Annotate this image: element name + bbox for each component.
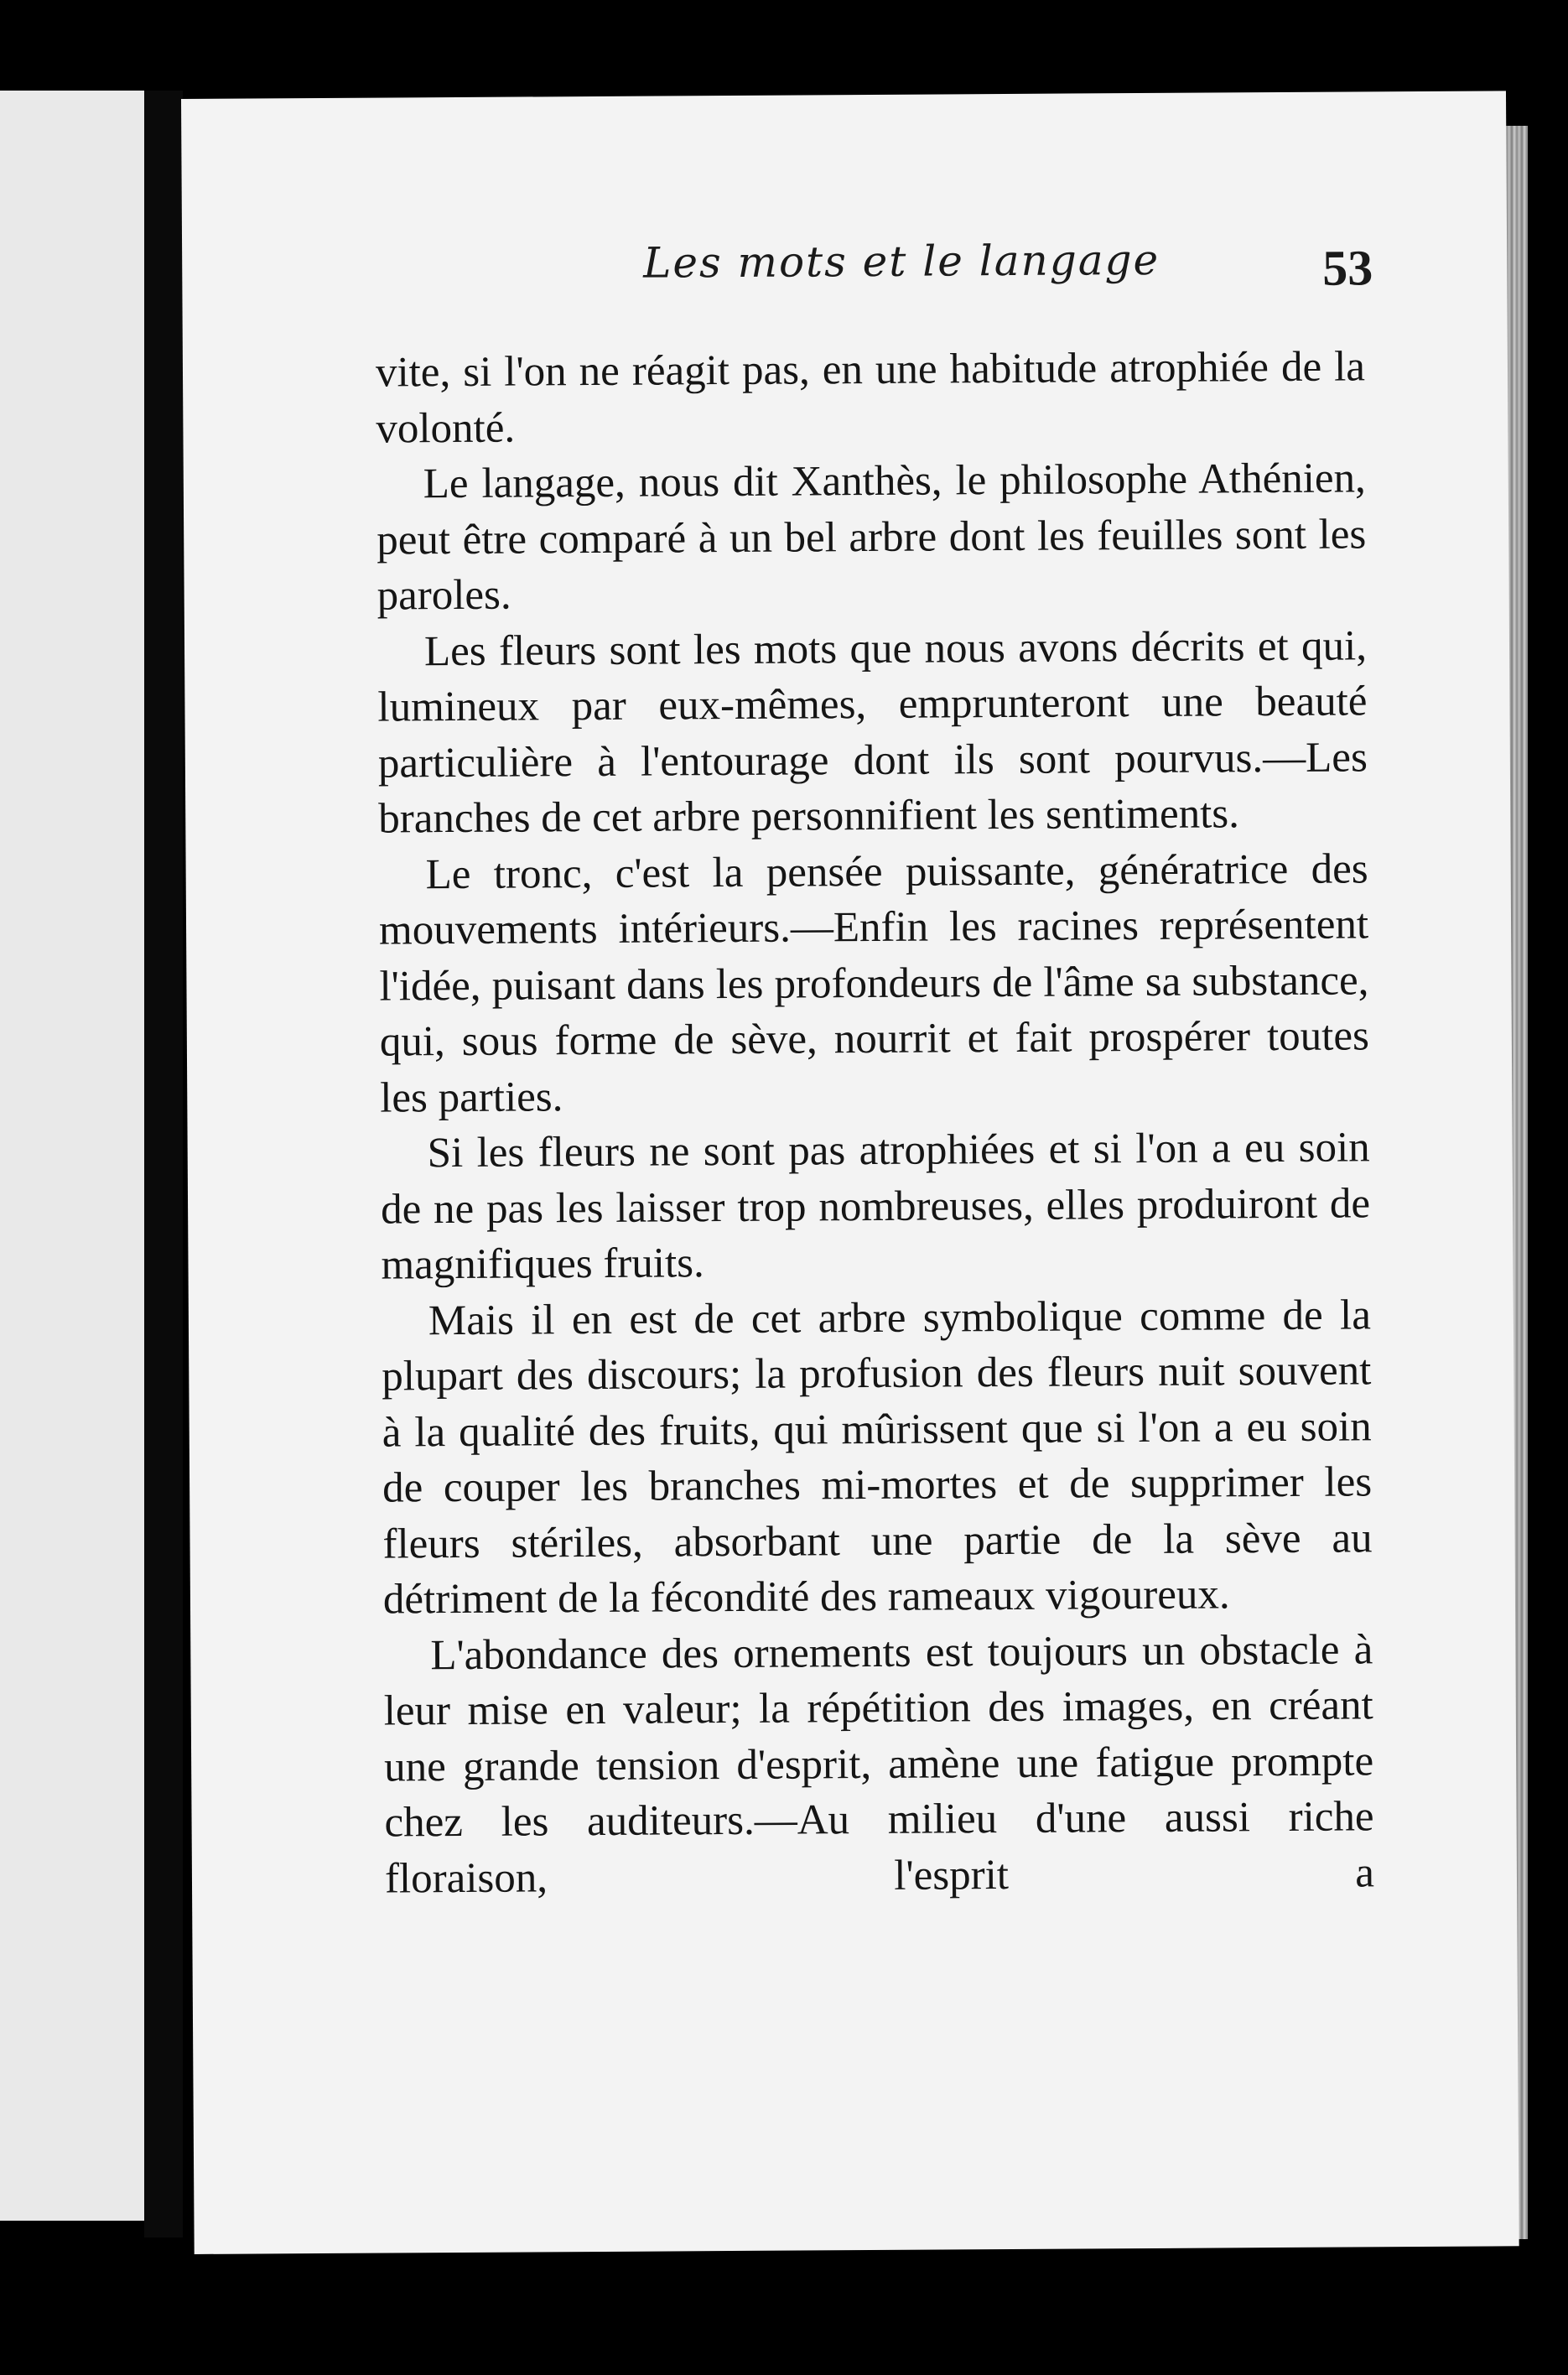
page-number: 53 (1322, 240, 1373, 296)
book-page (181, 91, 1519, 2254)
paragraph-6: Mais il en est de cet arbre symbolique comme de la plupart des discours; la profusion des fleurs nuit souvent à la qualité des fruits, qui mûrissent que si l'on a eu soin de couper les branches mi-mortes et de supprimer les fleurs stériles, absorbant une partie de la sève au détriment de la fécondité des rameaux vigoureux. (382, 1291, 1373, 1624)
paragraph-1: vite, si l'on ne réagit pas, en une habitude atrophiée de la volonté. (375, 343, 1366, 453)
paragraph-5: Si les fleurs ne sont pas atrophiées et si l'on a eu soin de ne pas les laisser trop nombreuses, elles produiront de magnifiques fruits. (380, 1124, 1371, 1289)
running-title: Les mots et le langage (643, 235, 1160, 288)
page-header (182, 233, 1508, 325)
paragraph-3: Les fleurs sont les mots que nous avons décrits et qui, lumineux par eux-mêmes, emprunteront une beauté particulière à l'entourage dont ils sont pourvus.—Les branches de cet arbre personnifient les sentiments. (377, 621, 1368, 843)
paragraph-7: L'abondance des ornements est toujours un obstacle à leur mise en valeur; la répétition des images, en créant une grande tension d'esprit, amène une fatigue prompte chez les auditeurs.—Au milieu d'une aussi riche floraison, l'esprit a (383, 1625, 1375, 1903)
paragraph-2: Le langage, nous dit Xanthès, le philosophe Athénien, peut être comparé à un bel arbre dont les feuilles sont les paroles. (376, 455, 1367, 620)
facing-page-edge (0, 91, 149, 2221)
book-gutter (144, 91, 183, 2237)
body-text (376, 339, 1374, 1906)
paragraph-4: Le tronc, c'est la pensée puissante, génératrice des mouvements intérieurs.—Enfin les racines représentent l'idée, puisant dans les profondeurs de l'âme sa substance, qui, sous forme de sève, nourrit et fait prospérer toutes les parties. (378, 845, 1370, 1122)
